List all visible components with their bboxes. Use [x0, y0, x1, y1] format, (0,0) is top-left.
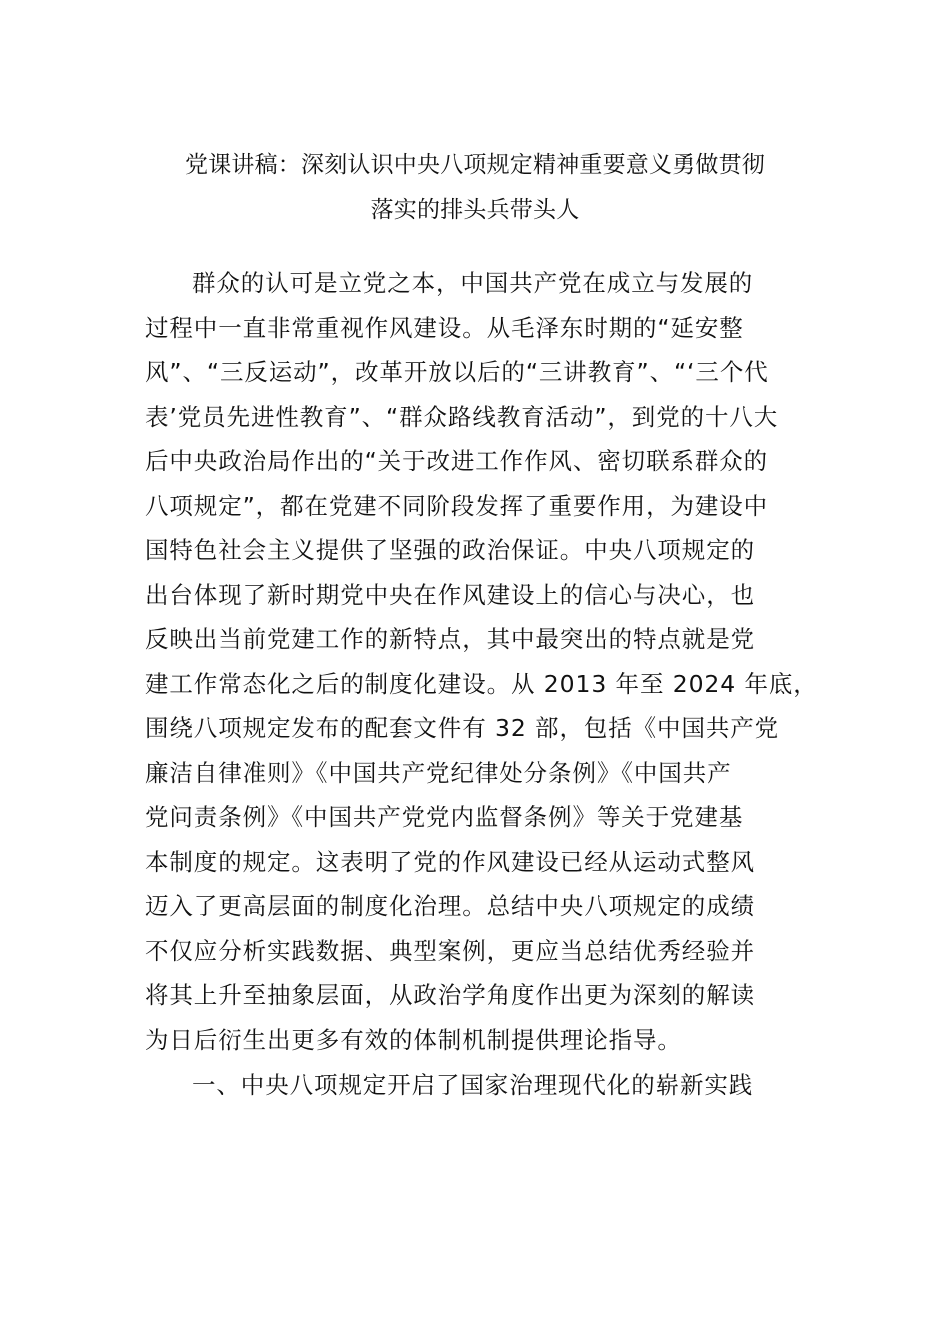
paragraph-line: 围绕八项规定发布的配套文件有 32 部，包括《中国共产党 [145, 714, 780, 742]
paragraph-line: 过程中一直非常重视作风建设。从毛泽东时期的“延安整 [145, 314, 744, 342]
paragraph-line: 风”、“三反运动”，改革开放以后的“三讲教育”、“‘三个代 [145, 358, 769, 386]
paragraph-line: 表’党员先进性教育”、“群众路线教育活动”，到党的十八大 [145, 403, 779, 431]
section-heading-1: 一、中央八项规定开启了国家治理现代化的崭新实践 [192, 1071, 754, 1099]
paragraph-line: 不仅应分析实践数据、典型案例，更应当总结优秀经验并 [145, 937, 755, 965]
paragraph-line: 反映出当前党建工作的新特点，其中最突出的特点就是党 [145, 625, 755, 653]
paragraph-line: 出台体现了新时期党中央在作风建设上的信心与决心，也 [145, 581, 755, 609]
paragraph-line: 八项规定”，都在党建不同阶段发挥了重要作用，为建设中 [145, 492, 769, 520]
paragraph-line: 本制度的规定。这表明了党的作风建设已经从运动式整风 [145, 848, 755, 876]
paragraph-line: 建工作常态化之后的制度化建设。从 2013 年至 2024 年底， [145, 670, 818, 698]
paragraph-line: 后中央政治局作出的“关于改进工作作风、密切联系群众的 [145, 447, 769, 475]
paragraph-line: 将其上升至抽象层面，从政治学角度作出更为深刻的解读 [145, 981, 755, 1009]
paragraph-line: 国特色社会主义提供了坚强的政治保证。中央八项规定的 [145, 536, 755, 564]
paragraph-line: 党问责条例》《中国共产党党内监督条例》等关于党建基 [145, 803, 744, 831]
document-title-line-2: 落实的排头兵带头人 [370, 197, 580, 223]
paragraph-line: 廉洁自律准则》《中国共产党纪律处分条例》《中国共产 [145, 759, 732, 787]
paragraph-line: 为日后衍生出更多有效的体制机制提供理论指导。 [145, 1026, 682, 1054]
document-title-line-1: 党课讲稿：深刻认识中央八项规定精神重要意义勇做贯彻 [185, 152, 765, 178]
paragraph-line: 群众的认可是立党之本，中国共产党在成立与发展的 [192, 269, 754, 297]
paragraph-line: 迈入了更高层面的制度化治理。总结中央八项规定的成绩 [145, 892, 755, 920]
